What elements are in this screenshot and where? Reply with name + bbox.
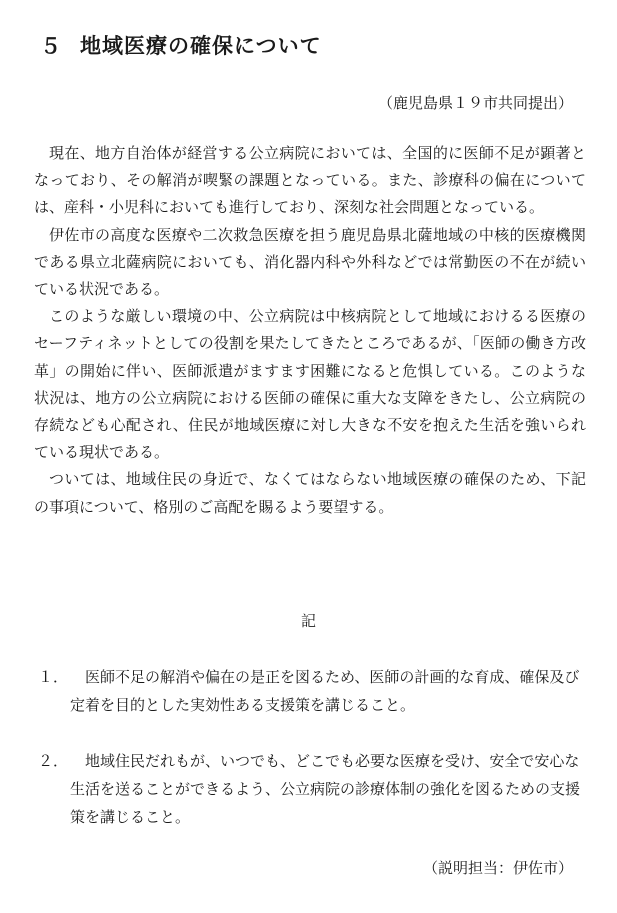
request-item-2 bbox=[34, 747, 592, 831]
request-item-1 bbox=[34, 663, 592, 719]
submitter-note: （鹿児島県１９市共同提出） bbox=[377, 94, 573, 112]
paragraph-1: 現在、地方自治体が経営する公立病院においては、全国的に医師不足が顕著となっており、その解消が喫緊の課題となっている。また、診療科の偏在については、産科・小児科においても進行しており、深刻な社会問題となっている。 bbox=[34, 144, 586, 217]
ki-heading: 記 bbox=[300, 612, 316, 630]
page-title bbox=[40, 30, 322, 60]
heading-text: 地域医療の確保について bbox=[80, 34, 322, 58]
paragraph-3: このような厳しい環境の中、公立病院は中核病院として地域におけるる医療のセーフティネットとしての役割を果たしてきたところであるが、「医師の働き方改革」の開始に伴い、医師派遣がますます困難になると危惧している。このような状況は、地方の公立病院における医師の確保に重大な支障をきたし、公立病院の存続なども心配され、住民が地域医療に対し大きな不安を抱えた生活を強いられている現状である。 bbox=[34, 307, 586, 462]
body-text bbox=[34, 140, 586, 521]
request-item-text: 医師不足の解消や偏在の是正を図るため、医師の計画的な育成、確保及び定着を目的とした実効性ある支援策を講じること。 bbox=[70, 668, 580, 714]
request-item-number: １． bbox=[38, 668, 69, 686]
heading-number: ５ bbox=[40, 34, 62, 58]
request-item-number: ２． bbox=[38, 752, 69, 770]
paragraph-4: ついては、地域住民の身近で、なくてはならない地域医療の確保のため、下記の事項について、格別のご高配を賜るよう要望する。 bbox=[34, 470, 586, 516]
contact-note: （説明担当：伊佐市） bbox=[422, 859, 573, 877]
request-item-text: 地域住民だれもが、いつでも、どこでも必要な医療を受け、安全で安心な生活を送ることができるよう、公立病院の診療体制の強化を図るための支援策を講じること。 bbox=[70, 752, 581, 826]
paragraph-2: 伊佐市の高度な医療や二次救急医療を担う鹿児島県北薩地域の中核的医療機関である県立北薩病院においても、消化器内科や外科などでは常勤医の不在が続いている状況である。 bbox=[34, 225, 586, 299]
